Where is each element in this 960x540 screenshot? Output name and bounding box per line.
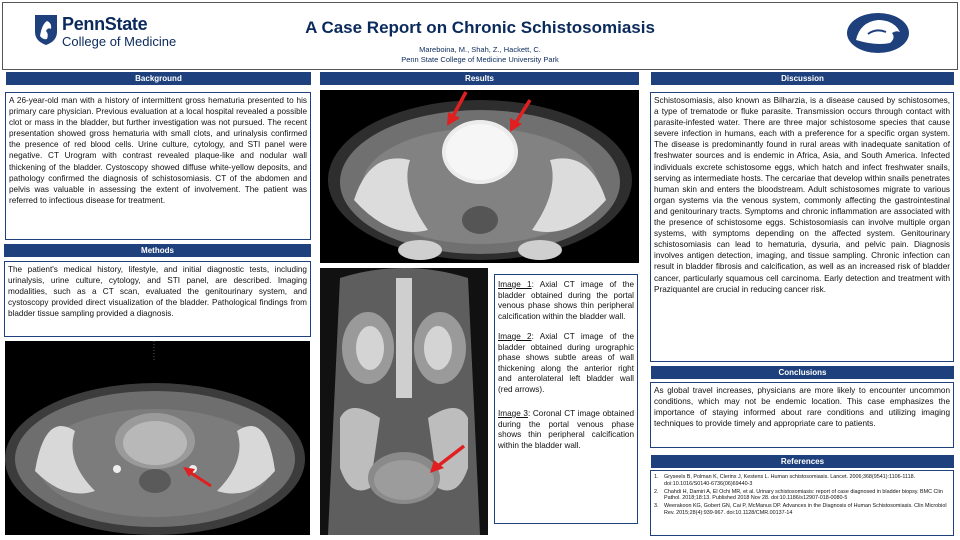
nittany-lion-logo-icon <box>846 12 910 54</box>
ct-image-1-axial-portal <box>320 90 639 263</box>
methods-heading: Methods <box>4 244 311 257</box>
conclusions-text: As global travel increases, physicians are more likely to encounter uncommon conditions, which may not be endemic location. This case emphasizes the importance of staying informed about rare conditions and utilizing imaging techniques to provide timely and appropriate care to patients. <box>654 386 950 429</box>
discussion-text: Schistosomiasis, also known as Bilharzia, is a disease caused by schistosomes, a type of trematode or fluke parasite. Transmission occurs through contact with parasite-infested water. There are three major schistosome species that cause severe infection in humans, each with a preference for a specific organ system. The disease is predominantly found in rural areas with inadequate sanitation of freshwater sources and is endemic in Africa, Asia, and South America. Infected individuals excrete schistosome eggs, which hatch and infect freshwater snails, serving as intermediate hosts. The cercariae that develop within snails penetrates human skin and enters the bloodstream. Adult schistosomes migrate to various organ systems via the venous system, commonly affecting the gastrointestinal and genitourinary tracts. Symptoms and chronic inflammation are associated with the presence of schistosome eggs. Schistosomiasis can involve multiple organ systems, with symptoms depending on the affected system. Genitourinary schistosomiasis can lead to hematuria, dysuria, and pelvic pain. Diagnosis involves antigen detection, imaging, and tissue sampling. Chronic infection can result in bladder fibrosis and calcification, as well as an increased risk of bladder cancer, particularly squamous cell carcinoma. Early detection and treatment with Praziquantel are crucial in reducing cancer risk. <box>654 96 950 294</box>
logo-pennstate-text: PennState <box>62 14 148 34</box>
poster-authors: Mareboina, M., Shah, Z., Hackett, C. <box>419 45 541 54</box>
references-heading: References <box>651 455 954 468</box>
methods-section <box>4 261 311 337</box>
background-heading: Background <box>6 72 311 85</box>
caption-image-1: Image 1: Axial CT image of the bladder obtained during the portal venous phase shows thin peripheral calcification within the bladder wall. <box>498 280 634 321</box>
methods-text: The patient's medical history, lifestyle, and initial diagnostic tests, including urinalysis, urine culture, cytology, and STI panel, are described. Imaging modalities, such as a CT scan, evaluated the genitourinary system, and cystoscopy provided direct visualization of the bladder. Pathological findings from bladder tissue sampling provided a diagnosis. <box>8 265 307 319</box>
caption-image-2: Image 2: Axial CT image of the bladder obtained during urographic phase shows subtle areas of wall thickening along the anterior right and anterolateral left bladder wall (red arrows). <box>498 332 634 394</box>
background-text: A 26-year-old man with a history of intermittent gross hematuria presented to his primary care physician. Previous evaluation at a local hospital revealed a possible clot or mass in the bladder, but further investigation was not pursued. The recent presentation showed gross hematuria with small clots, and urinalysis confirmed the presence of red blood cells. Urine culture, cytology, and STI panel were negative. CT Urogram with contrast revealed plaque-like and nodular wall thickening of the bladder. Cystoscopy showed diffuse white-yellow deposits, and pathology confirmed the diagnosis of schistosomiasis. CT of the abdomen and pelvis was valuable in assessing the extent of involvement. The patient was referred to infectious disease for treatment. <box>9 96 307 205</box>
background-section <box>5 92 311 240</box>
poster-title: A Case Report on Chronic Schistosomiasis <box>305 18 655 37</box>
caption-image-3: Image 3: Coronal CT image obtained during the portal venous phase shows thin peripheral calcification within the bladder wall. <box>498 409 634 450</box>
results-heading: Results <box>320 72 639 85</box>
ct-image-2-axial-urographic <box>5 341 310 535</box>
conclusions-heading: Conclusions <box>651 366 954 379</box>
reference-item: 1. Gryseels B, Polman K, Clerinx J, Kestens L. Human schistosomiasis. Lancet. 2006;368(9541):1106-1118. doi:10.1016/S0140-6736(06)69440-3 <box>654 474 916 487</box>
ct-image-3-coronal <box>320 268 488 535</box>
discussion-section <box>650 92 954 362</box>
logo-college-text: College of Medicine <box>62 34 177 49</box>
image-captions-box <box>494 274 638 524</box>
reference-item: 3. Weerakoon KG, Gobert GN, Cai P, McManus DP. Advances in the Diagnosis of Human Schistosomiasis. Clin Microbiol Rev. 2015;28(4):939-967. doi:10.1128/CMR.00137-14 <box>654 503 947 516</box>
conclusions-section <box>650 382 954 448</box>
discussion-heading: Discussion <box>651 72 954 85</box>
poster-affiliation: Penn State College of Medicine University Park <box>401 55 559 64</box>
references-section <box>650 470 954 536</box>
reference-item: 2. Chahdi H, Damiri A, El Ochi MR, et al. Urinary schistosomiasis: report of case diagnosed in bladder biopsy. BMC Clin Pathol. 2018;18:13. Published 2018 Nov 28. doi:10.1186/s12907-018-0080-5 <box>654 488 943 502</box>
